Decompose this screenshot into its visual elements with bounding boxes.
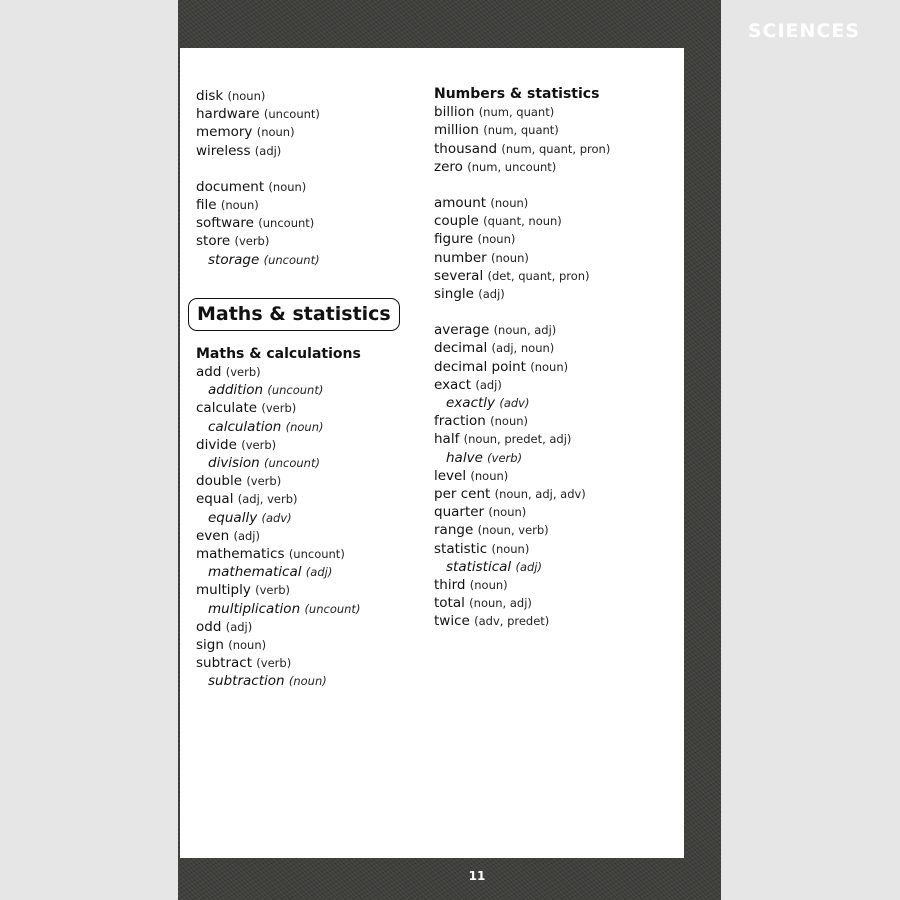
derived-headword: addition: [208, 382, 264, 399]
grammar-label: (noun, adj): [469, 596, 532, 611]
headword: zero: [434, 158, 463, 175]
headword: total: [434, 595, 465, 612]
grammar-label: (num, uncount): [467, 159, 557, 174]
headword: level: [434, 467, 467, 484]
grammar-label: (noun): [227, 89, 266, 103]
word-entry: [196, 214, 416, 232]
headword: thousand: [434, 140, 498, 157]
derived-word: [434, 394, 674, 412]
grammar-label: (noun, verb): [477, 523, 549, 538]
page-number: 11: [468, 869, 486, 883]
headword: wireless: [196, 142, 251, 159]
headword: twice: [434, 613, 470, 630]
grammar-label: (verb): [256, 656, 292, 671]
word-entry: [434, 412, 674, 430]
grammar-label: (adj, verb): [237, 492, 298, 507]
headword: mathematics: [196, 546, 285, 563]
headword: decimal point: [434, 358, 526, 375]
headword: range: [434, 522, 474, 539]
derived-word: [196, 509, 416, 527]
grammar-label: (verb): [246, 474, 282, 489]
grammar-label: (uncount): [288, 547, 345, 562]
headword: sign: [196, 637, 224, 654]
word-entry: [434, 194, 674, 212]
subheading: Numbers & statistics: [434, 86, 600, 102]
grammar-label: (adj): [515, 559, 542, 574]
word-entry: [434, 521, 674, 539]
word-entry: [196, 178, 416, 196]
word-entry: [434, 230, 674, 248]
headword: odd: [196, 618, 222, 635]
headword: decimal: [434, 340, 488, 357]
grammar-label: (noun): [220, 198, 259, 213]
derived-headword: subtraction: [208, 673, 285, 690]
word-entry: [434, 612, 674, 630]
word-entry: [434, 285, 674, 303]
headword: disk: [196, 88, 224, 104]
grammar-label: (verb): [225, 365, 261, 380]
headword: fraction: [434, 413, 486, 430]
headword: even: [196, 527, 230, 544]
grammar-label: (adj, noun): [491, 341, 555, 356]
headword: file: [196, 197, 217, 214]
word-group: [196, 87, 416, 160]
grammar-label: (uncount): [258, 216, 315, 231]
grammar-label: (adj): [225, 619, 253, 634]
headword: statistic: [434, 540, 488, 557]
word-entry: [196, 123, 416, 141]
derived-word: [434, 558, 674, 576]
grammar-label: (verb): [487, 450, 523, 465]
word-entry: [434, 540, 674, 558]
grammar-label: (verb): [261, 401, 297, 416]
word-entry: [196, 87, 416, 105]
derived-headword: multiplication: [208, 600, 301, 617]
headword: number: [434, 249, 487, 266]
grammar-label: (uncount): [267, 383, 324, 398]
derived-word: [434, 449, 674, 467]
word-group: [196, 363, 416, 691]
headword: divide: [196, 436, 237, 453]
word-group: [434, 194, 674, 303]
headword: memory: [196, 124, 253, 141]
word-entry: [196, 436, 416, 454]
grammar-label: (noun, adj, adv): [494, 487, 586, 502]
derived-word: [196, 672, 416, 690]
grammar-label: (adj): [305, 565, 333, 580]
grammar-label: (noun): [228, 638, 267, 653]
headword: third: [434, 577, 466, 594]
grammar-label: (adj): [478, 287, 505, 302]
grammar-label: (adv, predet): [474, 614, 550, 629]
left-column: [196, 87, 416, 691]
word-entry: [196, 196, 416, 214]
grammar-label: (uncount): [304, 601, 361, 616]
headword: document: [196, 178, 265, 195]
word-entry: [434, 267, 674, 285]
grammar-label: (noun): [268, 179, 307, 194]
grammar-label: (noun, predet, adj): [463, 432, 572, 447]
word-entry: [196, 472, 416, 490]
grammar-label: (verb): [234, 234, 270, 249]
word-entry: [434, 121, 674, 139]
grammar-label: (noun): [469, 578, 508, 593]
headword: billion: [434, 104, 475, 121]
derived-headword: equally: [208, 509, 258, 526]
word-group: [434, 103, 674, 176]
grammar-label: (noun): [491, 541, 530, 556]
headword: software: [196, 215, 254, 232]
word-entry: [434, 376, 674, 394]
headword: several: [434, 267, 484, 284]
headword: single: [434, 286, 474, 303]
grammar-label: (adj): [233, 528, 260, 543]
grammar-label: (noun): [256, 125, 295, 140]
headword: equal: [196, 491, 234, 508]
derived-headword: division: [208, 455, 260, 472]
headword: average: [434, 322, 490, 339]
grammar-label: (noun): [488, 505, 527, 520]
headword: per cent: [434, 486, 491, 503]
grammar-label: (verb): [255, 583, 290, 598]
grammar-label: (noun, adj): [493, 323, 557, 338]
headword: quarter: [434, 504, 485, 521]
derived-headword: calculation: [208, 418, 282, 435]
derived-headword: halve: [446, 449, 483, 466]
section-title: SCIENCES: [747, 20, 860, 42]
word-entry: [434, 103, 674, 121]
headword: million: [434, 122, 479, 139]
headword: store: [196, 233, 231, 250]
word-entry: [434, 485, 674, 503]
headword: figure: [434, 231, 474, 248]
grammar-label: (noun): [491, 250, 529, 265]
word-entry: [434, 212, 674, 230]
grammar-label: (adv): [261, 510, 292, 525]
grammar-label: (adj): [475, 377, 502, 392]
derived-word: [196, 251, 416, 269]
word-entry: [196, 527, 416, 545]
grammar-label: (det, quant, pron): [487, 268, 590, 283]
derived-word: [196, 454, 416, 472]
grammar-label: (noun): [288, 674, 327, 689]
derived-headword: mathematical: [208, 564, 302, 581]
grammar-label: (num, quant, pron): [501, 141, 611, 156]
derived-headword: statistical: [446, 558, 512, 575]
grammar-label: (noun): [490, 196, 529, 211]
headword: exact: [434, 376, 472, 393]
derived-word: [196, 381, 416, 399]
grammar-label: (uncount): [263, 252, 320, 267]
word-entry: [196, 490, 416, 508]
right-column: [434, 85, 674, 631]
derived-word: [196, 418, 416, 436]
derived-word: [196, 600, 416, 618]
word-entry: [196, 581, 416, 599]
headword: hardware: [196, 106, 260, 123]
grammar-label: (uncount): [263, 456, 320, 471]
word-entry: [434, 158, 674, 176]
derived-headword: storage: [208, 251, 260, 268]
word-group: [196, 178, 416, 269]
grammar-label: (noun): [477, 232, 516, 247]
word-entry: [196, 399, 416, 417]
headword: couple: [434, 213, 479, 230]
word-group: [434, 321, 674, 630]
grammar-label: (adj): [254, 143, 282, 158]
headword: double: [196, 473, 243, 490]
word-entry: [434, 576, 674, 594]
word-entry: [434, 503, 674, 521]
word-entry: [196, 363, 416, 381]
grammar-label: (verb): [241, 437, 277, 452]
word-entry: [196, 618, 416, 636]
word-entry: [434, 249, 674, 267]
word-entry: [434, 430, 674, 448]
headword: half: [434, 431, 460, 448]
word-entry: [434, 321, 674, 339]
word-entry: [434, 140, 674, 158]
derived-word: [196, 563, 416, 581]
derived-headword: exactly: [446, 395, 496, 412]
grammar-label: (noun): [470, 468, 509, 483]
grammar-label: (noun): [285, 419, 324, 434]
word-entry: [434, 339, 674, 357]
word-entry: [196, 142, 416, 160]
word-entry: [196, 636, 416, 654]
headword: multiply: [196, 582, 251, 599]
headword: add: [196, 364, 222, 381]
grammar-label: (num, quant): [483, 123, 559, 138]
grammar-label: (noun): [490, 414, 529, 429]
word-entry: [196, 654, 416, 672]
word-entry: [196, 232, 416, 250]
grammar-label: (uncount): [263, 107, 320, 122]
grammar-label: (num, quant): [478, 105, 555, 120]
word-entry: [434, 467, 674, 485]
grammar-label: (quant, noun): [483, 214, 562, 229]
grammar-label: (adv): [499, 396, 530, 411]
grammar-label: (noun): [530, 359, 569, 374]
headword: calculate: [196, 400, 258, 417]
headword: subtract: [196, 655, 252, 672]
word-entry: [434, 358, 674, 376]
word-entry: [196, 545, 416, 563]
headword: amount: [434, 195, 487, 212]
subheading: Maths & calculations: [196, 345, 361, 362]
word-entry: [196, 105, 416, 123]
section-heading: Maths & statistics: [188, 298, 400, 331]
word-entry: [434, 594, 674, 612]
